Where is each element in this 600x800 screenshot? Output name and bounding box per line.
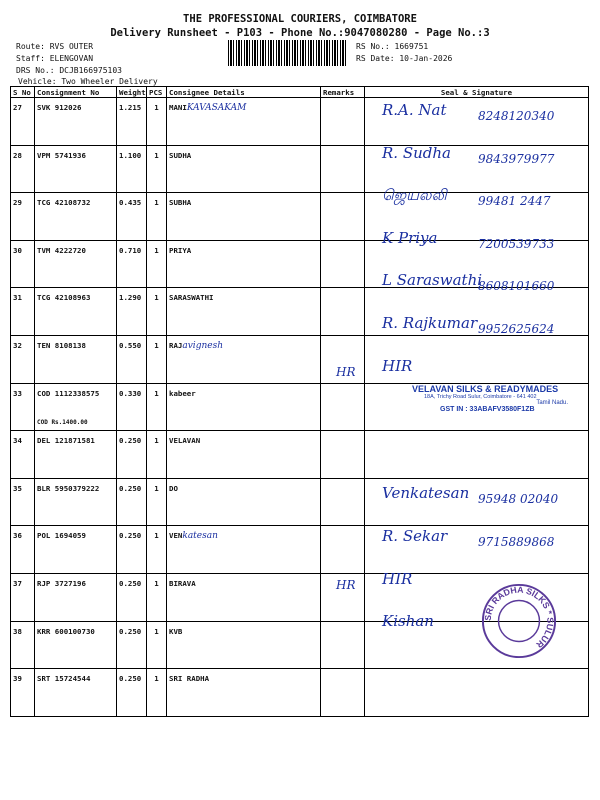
row-consignment [35, 193, 117, 241]
stamp-state: Tamil Nadu. [536, 400, 568, 406]
row-weight: 0.250 [117, 573, 147, 621]
row-consignment [35, 335, 117, 383]
remarks-handwritten: HR [336, 364, 356, 379]
phone-handwritten: 8608101660 [478, 279, 555, 294]
rs-date: RS Date: 10-Jan-2026 [356, 54, 453, 63]
company-title: THE PROFESSIONAL COURIERS, COIMBATORE [183, 13, 417, 25]
phone-handwritten: 95948 02040 [478, 492, 559, 507]
table-row [11, 669, 589, 717]
row-consignment [35, 98, 117, 146]
consignment-number: DEL 121871581 [37, 436, 95, 446]
consignment-number: POL 1694059 [37, 531, 86, 541]
phone-handwritten: 9952625624 [478, 322, 555, 336]
row-pcs: 1 [147, 669, 167, 717]
row-weight: 0.330 [117, 383, 147, 431]
signature-handwritten: Venkatesan [382, 484, 470, 503]
row-consignee [167, 145, 321, 193]
row-consignment [35, 621, 117, 669]
row-sno: 29 [11, 193, 35, 241]
cod-amount: COD Rs.1400.00 [37, 418, 88, 426]
velavan-stamp [412, 384, 592, 413]
row-sno: 33 [11, 383, 35, 431]
row-pcs: 1 [147, 193, 167, 241]
row-sno: 38 [11, 621, 35, 669]
signature-handwritten: R. Rajkumar [382, 314, 478, 332]
col-sno: S No [11, 87, 35, 98]
row-pcs: 1 [147, 573, 167, 621]
signature-handwritten: Kishan [382, 612, 434, 631]
row-weight: 1.290 [117, 288, 147, 336]
phone-handwritten: 8248120340 [478, 109, 555, 123]
consignment-number: RJP 3727196 [37, 578, 86, 588]
row-signature [365, 431, 589, 479]
row-remarks [321, 145, 365, 193]
row-consignment [35, 669, 117, 717]
consignee-name: RAJ [169, 340, 183, 350]
col-weight: Weight [117, 87, 147, 98]
row-consignee [167, 383, 321, 431]
consignee-name: DO [169, 483, 178, 493]
round-seal-stamp [480, 582, 558, 660]
row-remarks [321, 240, 365, 288]
row-consignment [35, 573, 117, 621]
remarks-handwritten: HR [336, 577, 356, 592]
row-consignee [167, 288, 321, 336]
consignee-name: PRIYA [169, 245, 192, 255]
row-weight: 0.250 [117, 621, 147, 669]
row-consignee [167, 573, 321, 621]
row-weight: 1.100 [117, 145, 147, 193]
row-pcs: 1 [147, 526, 167, 574]
row-pcs: 1 [147, 98, 167, 146]
row-consignee [167, 335, 321, 383]
table-row [11, 335, 589, 383]
vehicle-label: Vehicle: Two Wheeler Delivery [18, 77, 158, 86]
phone-handwritten: 9843979977 [478, 151, 555, 166]
signature-handwritten: K Priya [382, 228, 438, 247]
consignment-number: COD 1112338575 [37, 388, 100, 398]
consignment-number: TEN 8108138 [37, 340, 86, 350]
row-pcs: 1 [147, 383, 167, 431]
row-consignment [35, 383, 117, 431]
row-weight: 0.710 [117, 240, 147, 288]
drs-number: DRS No.: DCJB166975103 [16, 66, 122, 75]
consignee-name: VEN [169, 531, 183, 541]
consignee-name: KVB [169, 626, 183, 636]
row-consignee [167, 240, 321, 288]
row-remarks [321, 288, 365, 336]
row-weight: 0.250 [117, 526, 147, 574]
consignee-name: BIRAVA [169, 578, 196, 588]
row-consignment [35, 478, 117, 526]
consignee-name: SUDHA [169, 150, 192, 160]
signature-handwritten: HIR [382, 356, 413, 375]
signature-handwritten: R. Sudha [382, 143, 451, 162]
consignment-number: SRT 15724544 [37, 674, 91, 684]
signature-handwritten: HIR [382, 569, 413, 588]
row-remarks [321, 193, 365, 241]
phone-handwritten: 7200539733 [478, 236, 555, 251]
round-stamp-text: SRI RADHA SILKS * SULUR [482, 584, 556, 650]
row-consignee [167, 98, 321, 146]
col-consignment: Consignment No [35, 87, 117, 98]
row-consignee [167, 478, 321, 526]
consignment-number: TCG 42108963 [37, 293, 91, 303]
row-remarks [321, 621, 365, 669]
consignment-number: VPM 5741936 [37, 150, 86, 160]
row-consignee [167, 193, 321, 241]
row-consignment [35, 526, 117, 574]
consignment-number: KRR 600100730 [37, 626, 95, 636]
consignment-number: BLR 5950379222 [37, 483, 100, 493]
row-consignment [35, 288, 117, 336]
col-pcs: PCS [147, 87, 167, 98]
row-consignment [35, 240, 117, 288]
row-consignee [167, 526, 321, 574]
row-sno: 28 [11, 145, 35, 193]
consignee-handwritten: avignesh [182, 340, 223, 351]
row-pcs: 1 [147, 478, 167, 526]
col-remarks: Remarks [321, 87, 365, 98]
row-consignment [35, 145, 117, 193]
row-weight: 0.435 [117, 193, 147, 241]
signature-handwritten: R.A. Nat [382, 101, 447, 119]
runsheet-title: Delivery Runsheet - P103 - Phone No.:9047080280 - Page No.:3 [110, 27, 490, 39]
row-remarks [321, 526, 365, 574]
row-signature [365, 669, 589, 717]
stamp-address: 18A, Trichy Road Sulur, Coimbatore - 641 402 [424, 394, 537, 400]
row-remarks [321, 478, 365, 526]
row-pcs: 1 [147, 240, 167, 288]
row-sno: 27 [11, 98, 35, 146]
row-consignment [35, 431, 117, 479]
row-sno: 35 [11, 478, 35, 526]
staff-label: Staff: ELENGOVAN [16, 54, 94, 63]
consignee-name: MANI [169, 103, 187, 112]
consignee-name: SARASWATHI [169, 293, 214, 303]
consignee-handwritten: katesan [182, 531, 218, 542]
route-label: Route: RVS OUTER [16, 42, 94, 51]
consignment-number: TCG 42108732 [37, 198, 91, 208]
phone-handwritten: 9715889868 [478, 535, 555, 549]
consignee-name: SUBHA [169, 198, 192, 208]
row-weight: 0.550 [117, 335, 147, 383]
row-weight: 0.250 [117, 669, 147, 717]
signature-handwritten: R. Sekar [382, 527, 448, 545]
rs-number: RS No.: 1669751 [356, 42, 429, 51]
table-header [11, 87, 589, 98]
signature-handwritten: L Saraswathi [382, 271, 483, 290]
consignee-name: SRI RADHA [169, 674, 210, 684]
row-sno: 36 [11, 526, 35, 574]
consignee-handwritten: KAVASAKAM [186, 103, 247, 113]
row-pcs: 1 [147, 431, 167, 479]
row-weight: 1.215 [117, 98, 147, 146]
consignment-number: SVK 912026 [37, 103, 82, 112]
row-sno: 39 [11, 669, 35, 717]
row-sno: 37 [11, 573, 35, 621]
consignee-name: kabeer [169, 388, 196, 398]
table-row [11, 526, 589, 574]
row-remarks [321, 431, 365, 479]
row-remarks [321, 98, 365, 146]
consignee-name: VELAVAN [169, 436, 201, 446]
stamp-gst: GST IN : 33ABAFV3580F1ZB [440, 406, 535, 413]
row-sno: 30 [11, 240, 35, 288]
row-sno: 32 [11, 335, 35, 383]
barcode [228, 40, 348, 66]
row-remarks [321, 669, 365, 717]
row-pcs: 1 [147, 335, 167, 383]
col-seal-signature: Seal & Signature [365, 87, 589, 98]
row-weight: 0.250 [117, 478, 147, 526]
table-row [11, 431, 589, 479]
row-sno: 34 [11, 431, 35, 479]
col-consignee: Consignee Details [167, 87, 321, 98]
row-consignee [167, 431, 321, 479]
row-pcs: 1 [147, 288, 167, 336]
phone-handwritten: 99481 2447 [478, 194, 551, 209]
consignment-number: TVM 4222720 [37, 245, 86, 255]
row-consignee [167, 621, 321, 669]
stamp-shop-name: VELAVAN SILKS & READYMADES [412, 384, 559, 394]
row-sno: 31 [11, 288, 35, 336]
signature-handwritten: ஜெயலலி [382, 186, 447, 205]
row-pcs: 1 [147, 621, 167, 669]
row-pcs: 1 [147, 145, 167, 193]
row-weight: 0.250 [117, 431, 147, 479]
row-consignee [167, 669, 321, 717]
row-remarks [321, 383, 365, 431]
